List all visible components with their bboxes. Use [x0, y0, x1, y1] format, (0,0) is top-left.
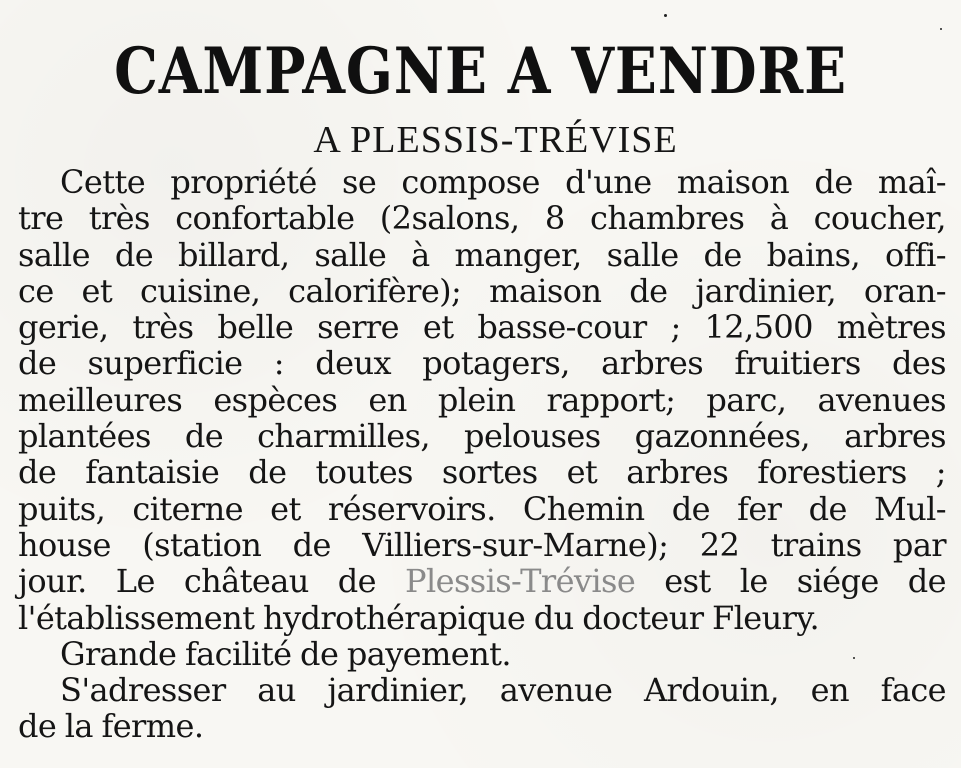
- advert-body: [18, 164, 946, 745]
- print-speck: [940, 28, 942, 30]
- body-line-text: est le siége de: [635, 562, 946, 601]
- print-speck: [853, 657, 855, 659]
- body-line: gerie, très belle serre et basse-cour ; 12,500 mètres: [18, 308, 946, 347]
- body-line: de superficie : deux potagers, arbres fruitiers des: [18, 344, 946, 383]
- body-line: puits, citerne et réservoirs. Chemin de fer de Mul-: [18, 489, 946, 528]
- advert-subtitle: A PLESSIS-TRÉVISE: [313, 119, 678, 161]
- body-line: house (station de Villiers-sur-Marne); 22 trains par: [18, 525, 946, 564]
- body-line-text: jour. Le château de: [18, 562, 406, 601]
- body-line: salle de billard, salle à manger, salle de bains, offi-: [18, 235, 946, 274]
- contact-line: S'adresser au jardinier, avenue Ardouin, en face: [60, 671, 946, 710]
- payment-note: Grande facilité de payement.: [60, 634, 511, 673]
- body-line: tre très confortable (2salons, 8 chambres à coucher,: [18, 199, 946, 238]
- print-speck: [664, 14, 667, 17]
- contact-line: de la ferme.: [18, 707, 204, 746]
- body-line: ce et cuisine, calorifère); maison de jardinier, oran-: [18, 271, 946, 310]
- body-line: de fantaisie de toutes sortes et arbres forestiers ;: [18, 453, 946, 492]
- body-line: Cette propriété se compose d'une maison de maî-: [60, 163, 946, 201]
- body-line: plantées de charmilles, pelouses gazonnées, arbres: [18, 417, 946, 456]
- body-line: l'établissement hydrothérapique du docteur Fleury.: [18, 598, 820, 637]
- advert-title: CAMPAGNE A VENDRE: [114, 34, 847, 109]
- faded-place-name: Plessis-Trévise: [405, 562, 636, 601]
- body-line: meilleures espèces en plein rapport; parc, avenues: [18, 380, 946, 419]
- body-line: [18, 563, 946, 599]
